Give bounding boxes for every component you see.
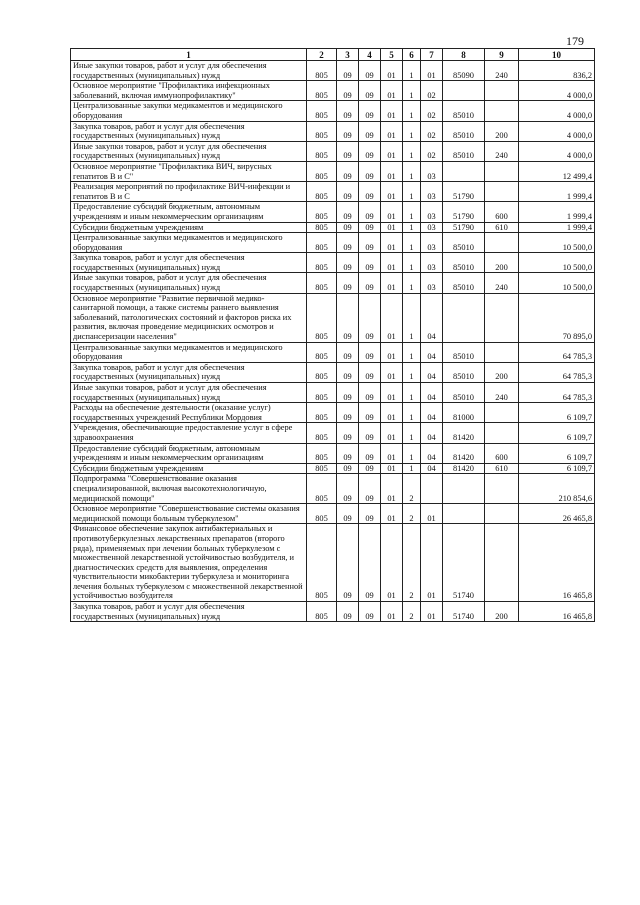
cell-direction: 81420 [443, 463, 485, 474]
cell-gr: 805 [307, 504, 337, 524]
cell-program: 01 [381, 161, 403, 181]
cell-gr: 805 [307, 81, 337, 101]
cell-rz: 09 [337, 403, 359, 423]
cell-subprogram: 1 [403, 161, 421, 181]
cell-rz: 09 [337, 602, 359, 622]
cell-direction: 81000 [443, 403, 485, 423]
cell-gr: 805 [307, 253, 337, 273]
cell-direction: 81420 [443, 423, 485, 443]
cell-event: 02 [421, 101, 443, 121]
cell-subprogram: 1 [403, 182, 421, 202]
row-amount: 16 465,8 [519, 524, 595, 602]
cell-expense-type [485, 81, 519, 101]
cell-program: 01 [381, 273, 403, 293]
cell-gr: 805 [307, 141, 337, 161]
cell-event: 03 [421, 273, 443, 293]
cell-expense-type: 610 [485, 222, 519, 233]
cell-rz: 09 [337, 383, 359, 403]
cell-program: 01 [381, 474, 403, 504]
row-name: Иные закупки товаров, работ и услуг для обеспечения государственных (муниципальных) нужд [71, 61, 307, 81]
row-name: Закупка товаров, работ и услуг для обеспечения государственных (муниципальных) нужд [71, 121, 307, 141]
cell-pr: 09 [359, 141, 381, 161]
cell-event: 03 [421, 222, 443, 233]
table-row [71, 101, 595, 121]
cell-subprogram: 1 [403, 383, 421, 403]
column-header: 8 [443, 49, 485, 61]
cell-subprogram: 1 [403, 273, 421, 293]
cell-expense-type [485, 504, 519, 524]
cell-event: 03 [421, 202, 443, 222]
cell-subprogram: 1 [403, 202, 421, 222]
cell-expense-type [485, 403, 519, 423]
cell-rz: 09 [337, 141, 359, 161]
cell-event: 03 [421, 182, 443, 202]
cell-expense-type: 600 [485, 202, 519, 222]
cell-pr: 09 [359, 443, 381, 463]
column-header: 3 [337, 49, 359, 61]
cell-subprogram: 1 [403, 293, 421, 342]
cell-rz: 09 [337, 101, 359, 121]
row-amount: 6 109,7 [519, 423, 595, 443]
table-row [71, 423, 595, 443]
cell-gr: 805 [307, 443, 337, 463]
cell-expense-type [485, 182, 519, 202]
cell-direction [443, 161, 485, 181]
cell-gr: 805 [307, 273, 337, 293]
cell-gr: 805 [307, 233, 337, 253]
table-row [71, 182, 595, 202]
table-row [71, 202, 595, 222]
cell-event: 04 [421, 362, 443, 382]
cell-subprogram: 2 [403, 474, 421, 504]
cell-direction: 51790 [443, 222, 485, 233]
cell-program: 01 [381, 362, 403, 382]
cell-program: 01 [381, 182, 403, 202]
table-row [71, 383, 595, 403]
row-name: Закупка товаров, работ и услуг для обеспечения государственных (муниципальных) нужд [71, 362, 307, 382]
cell-expense-type [485, 233, 519, 253]
row-name: Субсидии бюджетным учреждениям [71, 222, 307, 233]
cell-pr: 09 [359, 61, 381, 81]
cell-subprogram: 2 [403, 602, 421, 622]
row-amount: 10 500,0 [519, 233, 595, 253]
cell-expense-type [485, 342, 519, 362]
cell-gr: 805 [307, 423, 337, 443]
table-row [71, 233, 595, 253]
cell-direction: 85010 [443, 342, 485, 362]
cell-gr: 805 [307, 463, 337, 474]
table-row [71, 463, 595, 474]
cell-subprogram: 1 [403, 362, 421, 382]
cell-rz: 09 [337, 253, 359, 273]
cell-program: 01 [381, 253, 403, 273]
row-name: Расходы на обеспечение деятельности (оказание услуг) государственных учреждений Республики Мордовия [71, 403, 307, 423]
row-name: Иные закупки товаров, работ и услуг для обеспечения государственных (муниципальных) нужд [71, 141, 307, 161]
column-header: 6 [403, 49, 421, 61]
cell-pr: 09 [359, 293, 381, 342]
table-row [71, 403, 595, 423]
cell-program: 01 [381, 233, 403, 253]
cell-subprogram: 1 [403, 463, 421, 474]
cell-event: 01 [421, 602, 443, 622]
cell-direction: 51790 [443, 202, 485, 222]
cell-event: 03 [421, 253, 443, 273]
cell-rz: 09 [337, 161, 359, 181]
cell-subprogram: 1 [403, 101, 421, 121]
cell-program: 01 [381, 504, 403, 524]
cell-rz: 09 [337, 61, 359, 81]
cell-gr: 805 [307, 602, 337, 622]
row-name: Иные закупки товаров, работ и услуг для обеспечения государственных (муниципальных) нужд [71, 273, 307, 293]
cell-expense-type [485, 423, 519, 443]
table-row [71, 222, 595, 233]
row-name: Предоставление субсидий бюджетным, автономным учреждениям и иным некоммерческим организациям [71, 443, 307, 463]
cell-gr: 805 [307, 403, 337, 423]
cell-pr: 09 [359, 602, 381, 622]
cell-program: 01 [381, 121, 403, 141]
cell-direction: 51740 [443, 524, 485, 602]
table-row [71, 253, 595, 273]
cell-gr: 805 [307, 474, 337, 504]
cell-event: 01 [421, 61, 443, 81]
cell-event: 01 [421, 504, 443, 524]
cell-pr: 09 [359, 202, 381, 222]
row-amount: 64 785,3 [519, 383, 595, 403]
header-row [71, 49, 595, 61]
table-row [71, 61, 595, 81]
cell-expense-type [485, 161, 519, 181]
cell-program: 01 [381, 403, 403, 423]
cell-program: 01 [381, 101, 403, 121]
cell-expense-type: 200 [485, 253, 519, 273]
cell-event: 04 [421, 403, 443, 423]
cell-direction [443, 504, 485, 524]
cell-expense-type: 240 [485, 141, 519, 161]
cell-subprogram: 1 [403, 61, 421, 81]
cell-pr: 09 [359, 403, 381, 423]
cell-subprogram: 2 [403, 504, 421, 524]
cell-direction: 85010 [443, 273, 485, 293]
column-header: 5 [381, 49, 403, 61]
cell-direction [443, 81, 485, 101]
cell-rz: 09 [337, 423, 359, 443]
table-row [71, 443, 595, 463]
cell-program: 01 [381, 342, 403, 362]
cell-expense-type: 610 [485, 463, 519, 474]
cell-subprogram: 1 [403, 141, 421, 161]
cell-direction: 85010 [443, 121, 485, 141]
table-row [71, 362, 595, 382]
cell-pr: 09 [359, 474, 381, 504]
cell-rz: 09 [337, 182, 359, 202]
row-amount: 1 999,4 [519, 222, 595, 233]
row-amount: 1 999,4 [519, 182, 595, 202]
table-row [71, 524, 595, 602]
cell-gr: 805 [307, 383, 337, 403]
table-row [71, 161, 595, 181]
row-amount: 26 465,8 [519, 504, 595, 524]
cell-pr: 09 [359, 222, 381, 233]
cell-event: 03 [421, 233, 443, 253]
row-amount: 16 465,8 [519, 602, 595, 622]
cell-pr: 09 [359, 524, 381, 602]
cell-expense-type: 240 [485, 273, 519, 293]
cell-subprogram: 1 [403, 443, 421, 463]
cell-direction: 51740 [443, 602, 485, 622]
cell-gr: 805 [307, 121, 337, 141]
cell-program: 01 [381, 463, 403, 474]
cell-event: 03 [421, 161, 443, 181]
cell-rz: 09 [337, 273, 359, 293]
cell-program: 01 [381, 293, 403, 342]
cell-event: 04 [421, 383, 443, 403]
table-row [71, 121, 595, 141]
row-name: Закупка товаров, работ и услуг для обеспечения государственных (муниципальных) нужд [71, 602, 307, 622]
row-name: Централизованные закупки медикаментов и медицинского оборудования [71, 233, 307, 253]
cell-rz: 09 [337, 474, 359, 504]
row-name: Реализация мероприятий по профилактике ВИЧ-инфекции и гепатитов В и С [71, 182, 307, 202]
cell-expense-type [485, 101, 519, 121]
column-header: 4 [359, 49, 381, 61]
cell-direction: 85090 [443, 61, 485, 81]
cell-subprogram: 1 [403, 423, 421, 443]
cell-pr: 09 [359, 233, 381, 253]
row-name: Предоставление субсидий бюджетным, автономным учреждениям и иным некоммерческим организациям [71, 202, 307, 222]
table-row [71, 293, 595, 342]
cell-pr: 09 [359, 504, 381, 524]
row-amount: 1 999,4 [519, 202, 595, 222]
row-amount: 64 785,3 [519, 362, 595, 382]
cell-direction: 51790 [443, 182, 485, 202]
cell-rz: 09 [337, 443, 359, 463]
cell-event: 04 [421, 463, 443, 474]
cell-gr: 805 [307, 524, 337, 602]
row-amount: 4 000,0 [519, 81, 595, 101]
cell-program: 01 [381, 423, 403, 443]
cell-event: 02 [421, 141, 443, 161]
cell-program: 01 [381, 81, 403, 101]
cell-program: 01 [381, 141, 403, 161]
row-name: Подпрограмма "Совершенствование оказания специализированной, включая высокотехнологичную, медицинской помощи" [71, 474, 307, 504]
cell-pr: 09 [359, 342, 381, 362]
row-name: Субсидии бюджетным учреждениям [71, 463, 307, 474]
row-name: Основное мероприятие "Профилактика ВИЧ, вирусных гепатитов В и С" [71, 161, 307, 181]
cell-subprogram: 1 [403, 342, 421, 362]
cell-pr: 09 [359, 362, 381, 382]
cell-rz: 09 [337, 81, 359, 101]
cell-event: 04 [421, 342, 443, 362]
cell-gr: 805 [307, 222, 337, 233]
row-amount: 6 109,7 [519, 403, 595, 423]
table-row [71, 273, 595, 293]
cell-expense-type: 240 [485, 383, 519, 403]
cell-program: 01 [381, 443, 403, 463]
cell-event [421, 474, 443, 504]
row-amount: 12 499,4 [519, 161, 595, 181]
cell-gr: 805 [307, 61, 337, 81]
cell-subprogram: 1 [403, 81, 421, 101]
budget-table [70, 48, 595, 622]
cell-subprogram: 1 [403, 233, 421, 253]
table-row [71, 504, 595, 524]
row-amount: 4 000,0 [519, 121, 595, 141]
cell-program: 01 [381, 383, 403, 403]
cell-expense-type [485, 293, 519, 342]
cell-gr: 805 [307, 342, 337, 362]
cell-direction: 85010 [443, 141, 485, 161]
cell-pr: 09 [359, 383, 381, 403]
table-row [71, 602, 595, 622]
row-amount: 6 109,7 [519, 463, 595, 474]
cell-event: 02 [421, 121, 443, 141]
cell-pr: 09 [359, 273, 381, 293]
cell-program: 01 [381, 602, 403, 622]
cell-direction: 85010 [443, 101, 485, 121]
cell-direction: 85010 [443, 362, 485, 382]
row-amount: 836,2 [519, 61, 595, 81]
column-header: 7 [421, 49, 443, 61]
cell-expense-type: 200 [485, 362, 519, 382]
cell-direction: 85010 [443, 233, 485, 253]
cell-pr: 09 [359, 463, 381, 474]
cell-subprogram: 1 [403, 253, 421, 273]
cell-direction: 81420 [443, 443, 485, 463]
row-amount: 6 109,7 [519, 443, 595, 463]
cell-pr: 09 [359, 161, 381, 181]
cell-program: 01 [381, 202, 403, 222]
cell-rz: 09 [337, 121, 359, 141]
cell-expense-type: 200 [485, 602, 519, 622]
cell-subprogram: 2 [403, 524, 421, 602]
cell-program: 01 [381, 222, 403, 233]
cell-rz: 09 [337, 463, 359, 474]
row-name: Учреждения, обеспечивающие предоставление услуг в сфере здравоохранения [71, 423, 307, 443]
cell-expense-type [485, 524, 519, 602]
row-amount: 70 895,0 [519, 293, 595, 342]
table-row [71, 141, 595, 161]
row-amount: 4 000,0 [519, 141, 595, 161]
cell-expense-type: 200 [485, 121, 519, 141]
cell-subprogram: 1 [403, 222, 421, 233]
cell-pr: 09 [359, 101, 381, 121]
cell-gr: 805 [307, 362, 337, 382]
table-row [71, 474, 595, 504]
page-number: 179 [566, 34, 584, 48]
cell-event: 04 [421, 293, 443, 342]
cell-program: 01 [381, 524, 403, 602]
cell-program: 01 [381, 61, 403, 81]
cell-gr: 805 [307, 182, 337, 202]
cell-gr: 805 [307, 101, 337, 121]
row-name: Основное мероприятие "Профилактика инфекционных заболеваний, включая иммунопрофилактику" [71, 81, 307, 101]
column-header: 2 [307, 49, 337, 61]
cell-rz: 09 [337, 233, 359, 253]
cell-rz: 09 [337, 524, 359, 602]
row-amount: 10 500,0 [519, 253, 595, 273]
cell-event: 04 [421, 423, 443, 443]
cell-pr: 09 [359, 253, 381, 273]
table-row [71, 342, 595, 362]
row-name: Закупка товаров, работ и услуг для обеспечения государственных (муниципальных) нужд [71, 253, 307, 273]
row-amount: 210 854,6 [519, 474, 595, 504]
cell-direction: 85010 [443, 383, 485, 403]
cell-expense-type: 600 [485, 443, 519, 463]
column-header: 9 [485, 49, 519, 61]
cell-event: 02 [421, 81, 443, 101]
row-name: Централизованные закупки медикаментов и медицинского оборудования [71, 342, 307, 362]
cell-gr: 805 [307, 293, 337, 342]
column-header: 10 [519, 49, 595, 61]
row-name: Финансовое обеспечение закупок антибактериальных и противотуберкулезных лекарственных препаратов (второго ряда), применяемых при лечении больных туберкулезом с множественной лекарственной устойчивостью возбудителя, и диагностических средств для выявления, определения чувствительности микобактерии туберкулеза и мониторинга лечения больных туберкулезом с множественной лекарственной устойчивостью возбудителя [71, 524, 307, 602]
cell-gr: 805 [307, 202, 337, 222]
cell-rz: 09 [337, 362, 359, 382]
cell-rz: 09 [337, 202, 359, 222]
column-header: 1 [71, 49, 307, 61]
cell-direction: 85010 [443, 253, 485, 273]
cell-event: 01 [421, 524, 443, 602]
row-amount: 64 785,3 [519, 342, 595, 362]
cell-rz: 09 [337, 504, 359, 524]
row-name: Основное мероприятие "Развитие первичной медико-санитарной помощи, а также системы раннего выявления заболеваний, патологических состояний и факторов риска их развития, включая проведение медицинских осмотров и диспансеризации населения" [71, 293, 307, 342]
cell-expense-type [485, 474, 519, 504]
cell-expense-type: 240 [485, 61, 519, 81]
cell-pr: 09 [359, 81, 381, 101]
cell-subprogram: 1 [403, 403, 421, 423]
cell-pr: 09 [359, 423, 381, 443]
table-body [71, 61, 595, 622]
row-amount: 4 000,0 [519, 101, 595, 121]
row-name: Иные закупки товаров, работ и услуг для обеспечения государственных (муниципальных) нужд [71, 383, 307, 403]
cell-pr: 09 [359, 121, 381, 141]
cell-direction [443, 293, 485, 342]
table-row [71, 81, 595, 101]
cell-rz: 09 [337, 342, 359, 362]
cell-subprogram: 1 [403, 121, 421, 141]
row-name: Централизованные закупки медикаментов и медицинского оборудования [71, 101, 307, 121]
row-name: Основное мероприятие "Совершенствование системы оказания медицинской помощи больным туберкулезом" [71, 504, 307, 524]
cell-direction [443, 474, 485, 504]
cell-rz: 09 [337, 222, 359, 233]
cell-gr: 805 [307, 161, 337, 181]
cell-event: 04 [421, 443, 443, 463]
cell-rz: 09 [337, 293, 359, 342]
row-amount: 10 500,0 [519, 273, 595, 293]
cell-pr: 09 [359, 182, 381, 202]
